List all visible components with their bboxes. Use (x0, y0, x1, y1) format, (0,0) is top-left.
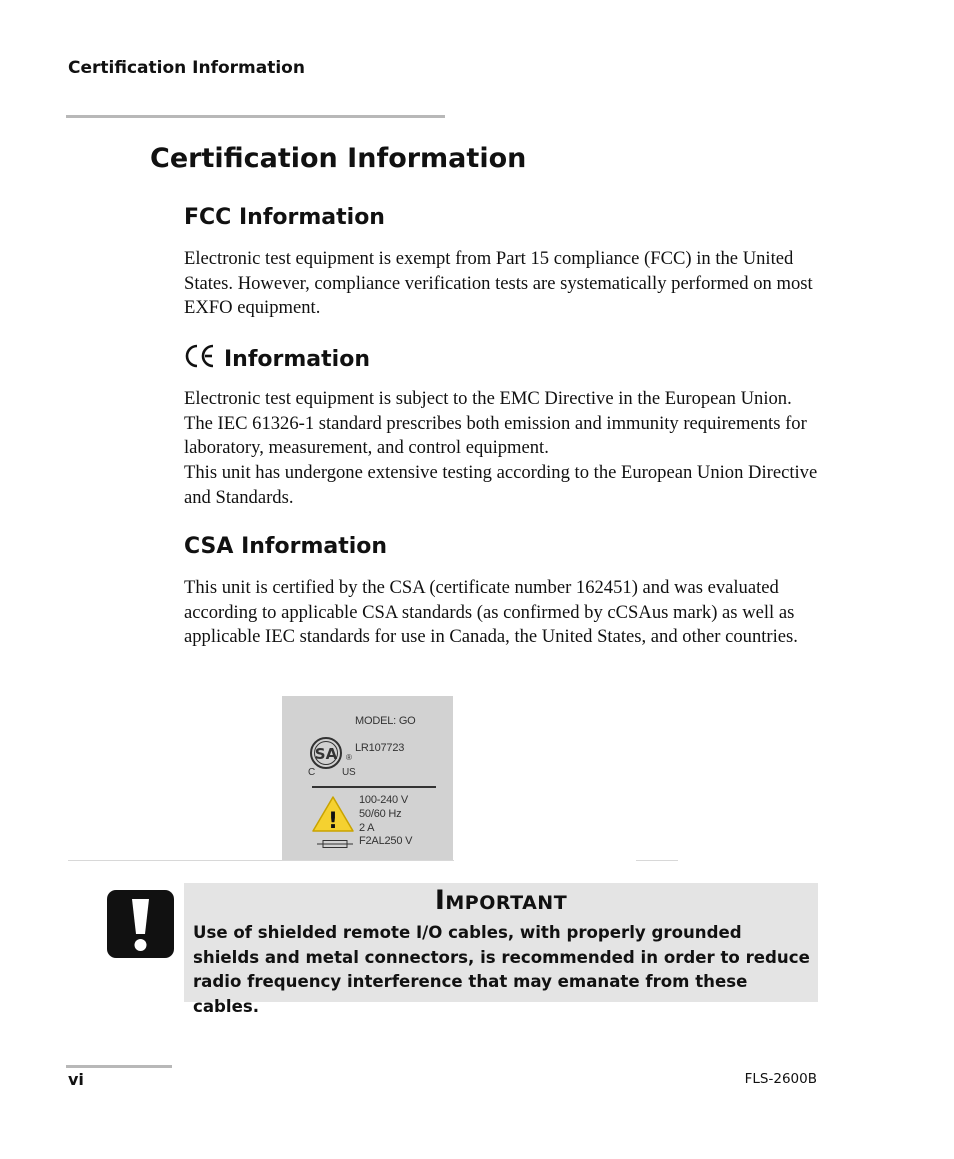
label-current: 2 A (359, 822, 375, 834)
document-id: FLS-2600B (744, 1071, 817, 1087)
csa-logo-letters: SA (314, 745, 338, 763)
separator-line-right (636, 860, 678, 861)
fuse-icon (317, 839, 353, 849)
page-title: Certification Information (150, 143, 527, 174)
important-text: Use of shielded remote I/O cables, with properly grounded shields and metal connectors, is recommended in order to reduce radio frequency interference that may emanate from these cables. (193, 923, 810, 1016)
separator-line (68, 860, 454, 861)
label-csa-us: US (342, 767, 356, 778)
warning-triangle-icon (311, 795, 355, 833)
certification-label (282, 696, 453, 860)
csa-paragraph: This unit is certified by the CSA (certificate number 162451) and was evaluated according to applicable CSA standards (as confirmed by cCSAus mark) as well as applicable IEC standards for use in Canada, the United States, and other countries. (184, 577, 798, 648)
label-voltage: 100-240 V (359, 794, 408, 806)
running-header: Certification Information (68, 58, 305, 78)
ce-heading-text: Information (224, 346, 370, 372)
csa-heading: CSA Information (184, 534, 388, 559)
label-cert-number: LR107723 (355, 742, 405, 754)
label-model: MODEL: GO (355, 715, 416, 727)
label-fuse: F2AL250 V (359, 835, 413, 847)
ce-heading (184, 343, 370, 375)
header-rule (66, 115, 445, 118)
fcc-heading: FCC Information (184, 205, 385, 230)
footer-rule (66, 1065, 172, 1068)
label-rule (312, 786, 436, 788)
label-csa-c: C (308, 767, 316, 778)
ce-mark-icon (184, 343, 216, 375)
important-exclamation-icon (107, 890, 174, 958)
csa-registered-mark: ® (346, 753, 352, 762)
page-number: vi (68, 1070, 84, 1089)
important-note (184, 883, 818, 1016)
ce-paragraph-2: This unit has undergone extensive testing according to the European Union Directive and Standards. (184, 462, 818, 508)
label-frequency: 50/60 Hz (359, 808, 402, 820)
important-title: Important (434, 885, 568, 916)
warning-mark: ! (327, 809, 339, 833)
ce-paragraph-1: Electronic test equipment is subject to the EMC Directive in the European Union. The IEC 61326-1 standard prescribes both emission and immunity requirements for laboratory, measurement, and control equipment. (184, 388, 807, 459)
fcc-paragraph: Electronic test equipment is exempt from Part 15 compliance (FCC) in the United States. However, compliance verification tests are systematically performed on most EXFO equipment. (184, 248, 813, 319)
